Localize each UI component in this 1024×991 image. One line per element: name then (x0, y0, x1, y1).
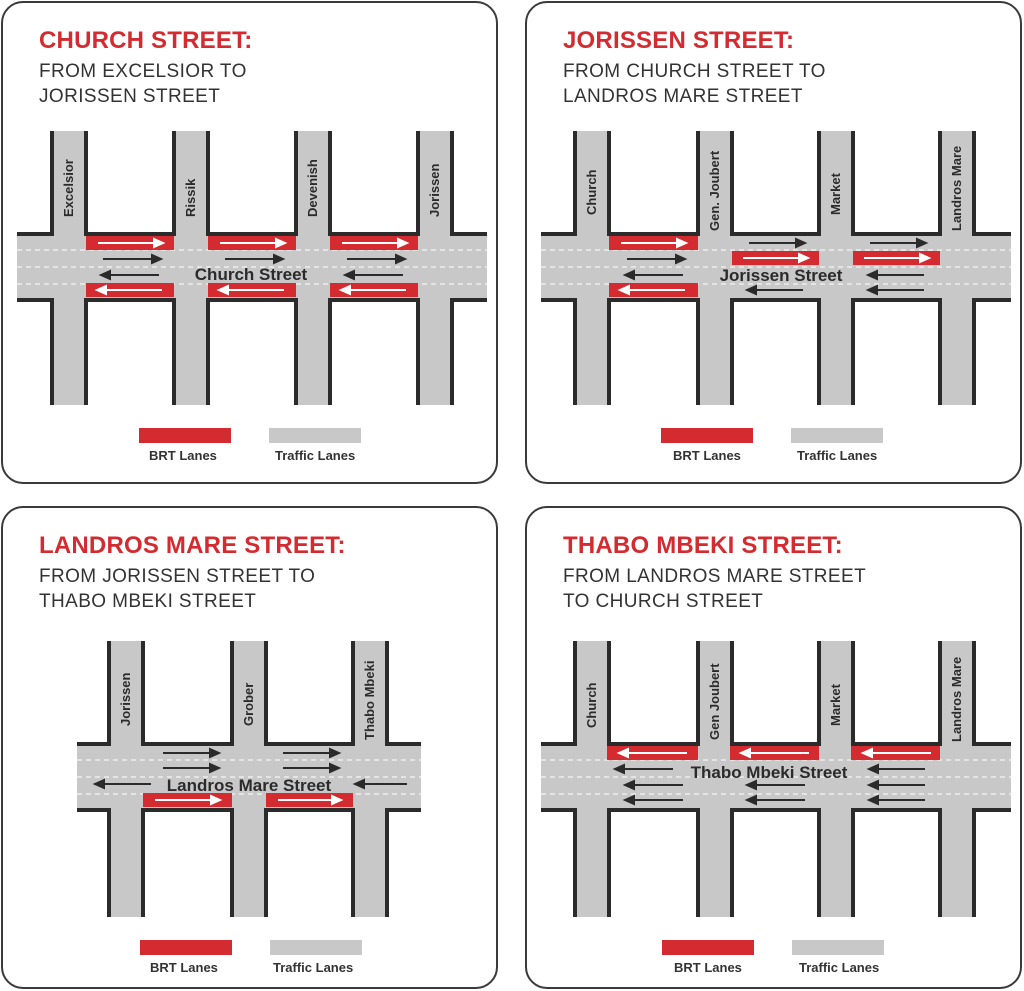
cross-street-label: Rissik (183, 178, 198, 217)
legend-traffic-swatch (270, 940, 362, 955)
panel-jorissen-street (525, 1, 1022, 484)
subtitle-line: FROM JORISSEN STREET TO (39, 566, 316, 587)
main-street-label: Church Street (194, 265, 308, 284)
legend-traffic-label: Traffic Lanes (273, 960, 354, 975)
legend-brt-label: BRT Lanes (674, 960, 742, 975)
panel-title: JORISSEN STREET: (563, 27, 795, 54)
cross-street-label: Jorissen (427, 163, 442, 217)
legend (527, 940, 1024, 980)
subtitle-line: LANDROS MARE STREET (563, 86, 803, 107)
legend-traffic-label: Traffic Lanes (797, 448, 878, 463)
main-street-label: Jorissen Street (719, 266, 843, 285)
subtitle-line: THABO MBEKI STREET (39, 591, 257, 612)
legend-traffic-label: Traffic Lanes (799, 960, 880, 975)
cross-street-label: Church (584, 169, 599, 215)
subtitle-line: FROM EXCELSIOR TO (39, 61, 247, 82)
cross-street-label: Jorissen (118, 672, 133, 726)
panel-church-street (1, 1, 498, 484)
legend-brt-swatch (139, 428, 231, 443)
legend-brt-label: BRT Lanes (150, 960, 218, 975)
legend-brt-swatch (661, 428, 753, 443)
main-street-label: Landros Mare Street (166, 776, 332, 795)
panel-thabo-mbeki-street (525, 506, 1022, 989)
cross-street-labels (584, 657, 964, 742)
cross-street-label: Landros Mare (949, 656, 964, 742)
legend-traffic-swatch (791, 428, 883, 443)
legend-brt-swatch (140, 940, 232, 955)
cross-street-label: Devenish (305, 159, 320, 217)
legend-brt-swatch (662, 940, 754, 955)
road-diagram (527, 3, 1024, 486)
legend (3, 428, 500, 468)
panel-title: CHURCH STREET: (39, 27, 253, 54)
cross-street-label: Landros Mare (949, 145, 964, 231)
road-diagram (3, 508, 500, 991)
legend (3, 940, 500, 980)
legend (527, 428, 1024, 468)
subtitle-line: FROM CHURCH STREET TO (563, 61, 826, 82)
cross-street-label: Market (828, 684, 843, 726)
subtitle-line: FROM LANDROS MARE STREET (563, 566, 867, 587)
legend-brt-label: BRT Lanes (149, 448, 217, 463)
legend-traffic-label: Traffic Lanes (275, 448, 356, 463)
cross-street-labels (61, 159, 442, 217)
legend-brt-label: BRT Lanes (673, 448, 741, 463)
panel-landros-mare-street (1, 506, 498, 989)
legend-traffic-swatch (792, 940, 884, 955)
cross-street-label: Grober (241, 682, 256, 726)
subtitle-line: TO CHURCH STREET (563, 591, 764, 612)
subtitle-line: JORISSEN STREET (39, 86, 221, 107)
cross-street-label: Excelsior (61, 159, 76, 217)
cross-street-label: Church (584, 682, 599, 728)
panel-title: LANDROS MARE STREET: (39, 532, 346, 559)
road-diagram (527, 508, 1024, 991)
panel-title: THABO MBEKI STREET: (563, 532, 843, 559)
cross-street-label: Gen. Joubert (707, 150, 722, 231)
cross-street-label: Thabo Mbeki (362, 660, 377, 740)
cross-street-label: Gen Joubert (707, 663, 722, 740)
road-diagram (3, 3, 500, 486)
legend-traffic-swatch (269, 428, 361, 443)
cross-street-labels (584, 146, 964, 231)
main-street-label: Thabo Mbeki Street (690, 763, 848, 782)
cross-street-label: Market (828, 173, 843, 215)
